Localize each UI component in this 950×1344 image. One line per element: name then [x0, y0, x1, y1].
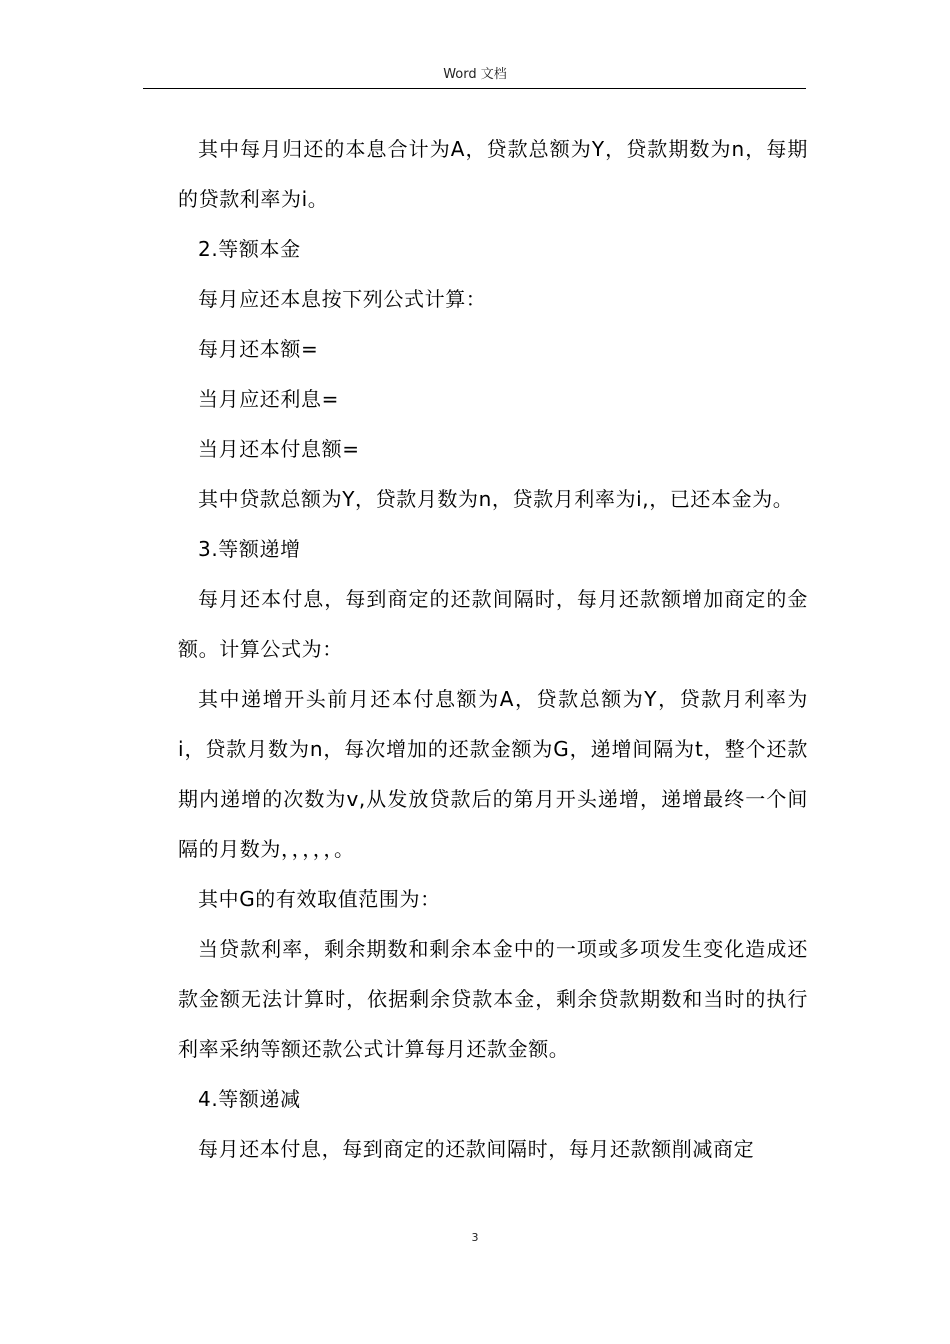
document-body: [178, 124, 808, 1174]
page-header-title: Word 文档: [443, 67, 507, 82]
paragraph-7: 当贷款利率，剩余期数和剩余本金中的一项或多项发生变化造成还款金额无法计算时，依据剩余贷款本金，剩余贷款期数和当时的执行利率采纳等额还款公式计算每月还款金额。: [178, 937, 808, 1061]
heading-equal-decrease: 4.等额递减: [198, 1087, 301, 1111]
heading-equal-increase: 3.等额递增: [198, 537, 301, 561]
paragraph-1: 其中每月归还的本息合计为A，贷款总额为Y，贷款期数为n，每期的贷款利率为i。: [178, 137, 808, 211]
paragraph-8: 每月还本付息，每到商定的还款间隔时，每月还款额削减商定: [198, 1137, 755, 1161]
page-number: 3: [471, 1231, 479, 1244]
header-divider: [143, 88, 806, 89]
formula-monthly-principal: 每月还本额=: [198, 337, 319, 361]
formula-monthly-interest: 当月应还利息=: [198, 387, 339, 411]
paragraph-4: 每月还本付息，每到商定的还款间隔时，每月还款额增加商定的金额。计算公式为：: [178, 587, 808, 661]
heading-equal-principal: 2.等额本金: [198, 237, 301, 261]
paragraph-3: 其中贷款总额为Y，贷款月数为n，贷款月利率为i,，已还本金为。: [198, 487, 794, 511]
paragraph-2: 每月应还本息按下列公式计算：: [198, 287, 487, 311]
paragraph-6: 其中G的有效取值范围为：: [198, 887, 441, 911]
formula-monthly-payment: 当月还本付息额=: [198, 437, 360, 461]
paragraph-5: 其中递增开头前月还本付息额为A，贷款总额为Y，贷款月利率为i，贷款月数为n，每次增加的还款金额为G，递增间隔为t，整个还款期内递增的次数为v,从发放贷款后的第月开头递增，递增最终一个间隔的月数为，，，，，。: [178, 687, 808, 861]
